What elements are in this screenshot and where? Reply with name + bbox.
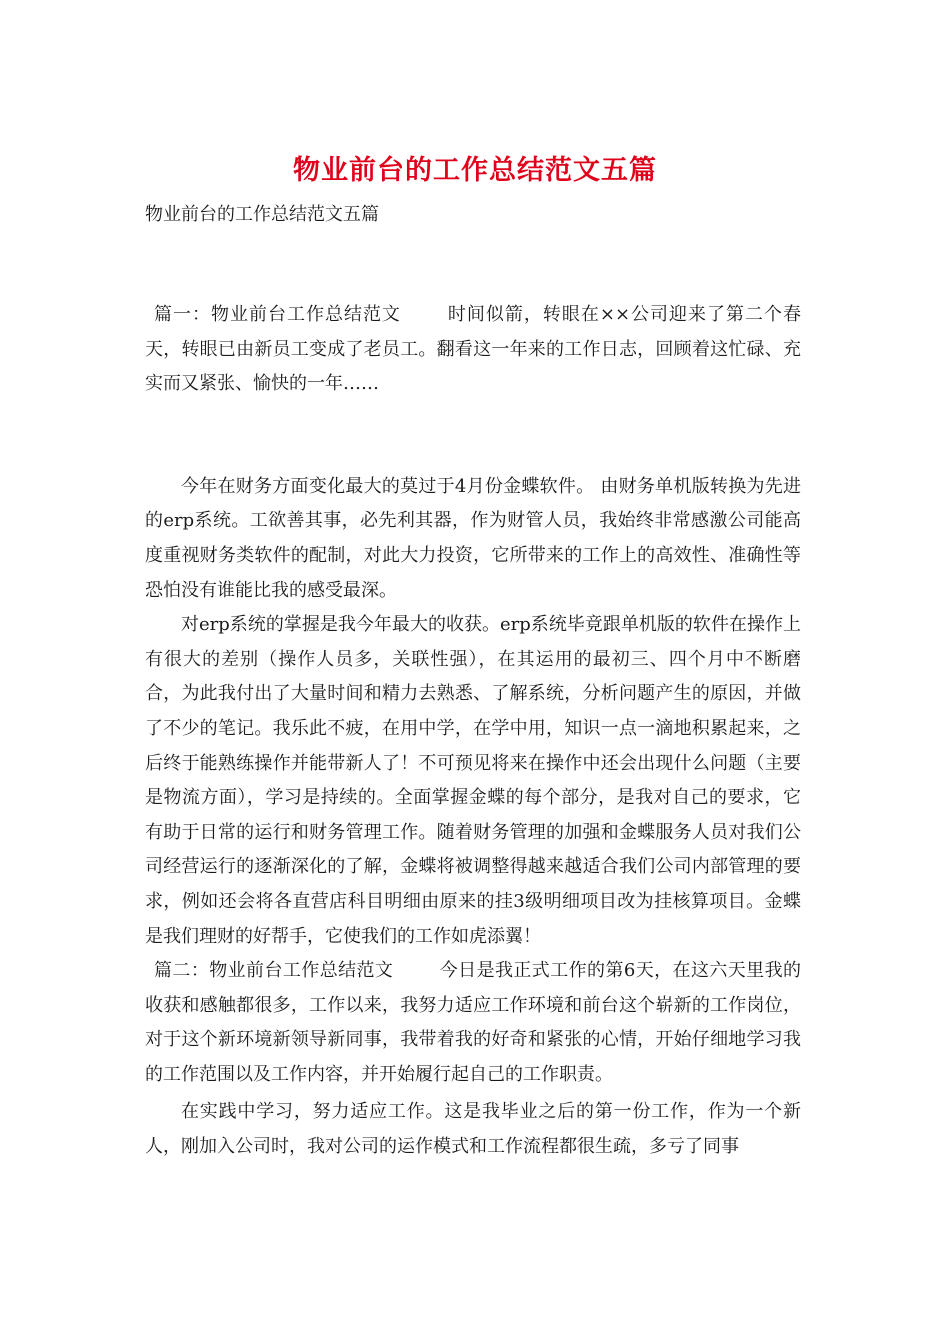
section-1-paragraph: 今年在财务方面变化最大的莫过于4月份金蝶软件。 由财务单机版转换为先进的erp系统。工欲善其事，必先利其器，作为财管人员，我始终非常感激公司能高度重视财务类软件的配制，对此大力投资，它所带来的工作上的高效性、准确性等恐怕没有谁能比我的感受最深。 [145, 475, 801, 601]
section-2-heading: 篇二：物业前台工作总结范文 [154, 960, 394, 982]
document-title: 物业前台的工作总结范文五篇 [293, 155, 657, 186]
document-body [145, 298, 801, 1165]
section-1-paragraph: 对erp系统的掌握是我今年最大的收获。erp系统毕竟跟单机版的软件在操作上有很大的差别（操作人员多，关联性强），在其运用的最初三、四个月中不断磨合，为此我付出了大量时间和精力去熟悉、了解系统，分析问题产生的原因，并做了不少的笔记。我乐此不疲，在用中学，在学中用，知识一点一滴地积累起来，之后终于能熟练操作并能带新人了！不可预见将来在操作中还会出现什么问题（主要是物流方面），学习是持续的。全面掌握金蝶的每个部分，是我对自己的要求，它有助于日常的运行和财务管理工作。随着财务管理的加强和金蝶服务人员对我们公司经营运行的逐渐深化的了解，金蝶将被调整得越来越适合我们公司内部管理的要求，例如还会将各直营店科目明细由原来的挂3级明细项目改为挂核算项目。金蝶是我们理财的好帮手，它使我们的工作如虎添翼！ [145, 614, 801, 947]
section-2-paragraph: 在实践中学习，努力适应工作。这是我毕业之后的第一份工作，作为一个新人，刚加入公司时，我对公司的运作模式和工作流程都很生疏，多亏了同事 [145, 1101, 801, 1158]
section-2-intro-text: 今日是我正式工作的第6天，在这六天里我的收获和感触都很多，工作以来，我努力适应工作环境和前台这个崭新的工作岗位，对于这个新环境新领导新同事，我带着我的好奇和紧张的心情，开始仔细地学习我的工作范围以及工作内容，并开始履行起自己的工作职责。 [145, 960, 802, 1085]
section-1-intro-text: 时间似箭，转眼在××公司迎来了第二个春天，转眼已由新员工变成了老员工。翻看这一年来的工作日志，回顾着这忙碌、充实而又紧张、愉快的一年…… [145, 304, 802, 395]
section-1-intro [145, 298, 801, 402]
section-1-heading: 篇一：物业前台工作总结范文 [154, 304, 401, 325]
document-subtitle: 物业前台的工作总结范文五篇 [145, 204, 379, 225]
section-2-intro [145, 954, 801, 1092]
